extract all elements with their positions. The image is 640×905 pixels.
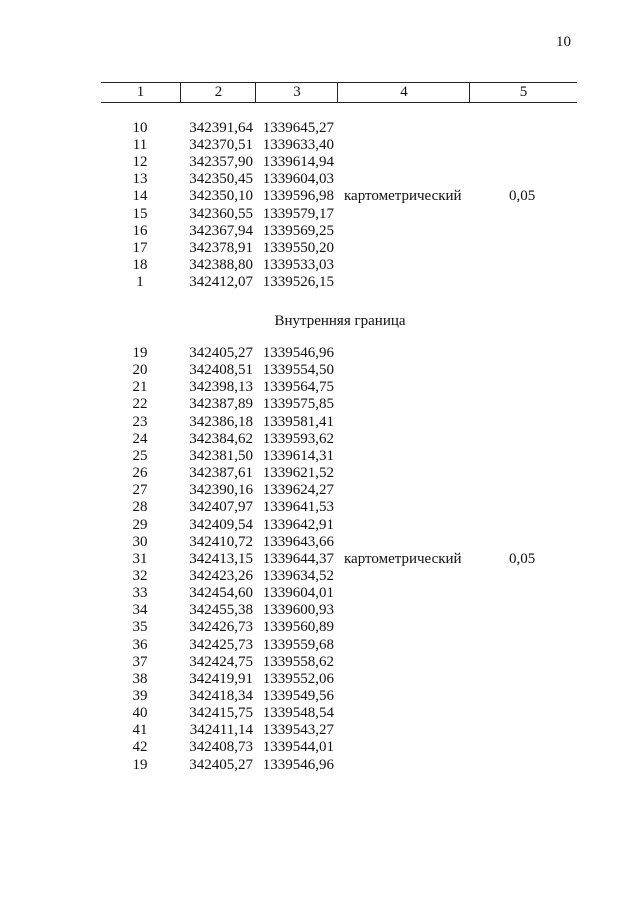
coord-x: 342408,51 — [189, 362, 253, 379]
coord-x: 342410,72 — [189, 533, 253, 550]
point-number: 41 — [132, 722, 148, 739]
point-number: 27 — [132, 482, 148, 499]
coord-y: 1339558,62 — [262, 653, 334, 670]
point-number: 30 — [132, 533, 148, 550]
header-col-4: 4 — [337, 83, 470, 102]
coord-y: 1339554,50 — [262, 362, 334, 379]
point-number: 37 — [132, 653, 148, 670]
coord-y: 1339614,31 — [262, 447, 334, 464]
point-number: 17 — [132, 239, 148, 256]
point-number: 21 — [132, 379, 148, 396]
coord-x: 342415,75 — [189, 705, 253, 722]
coord-y: 1339533,03 — [262, 256, 334, 273]
header-col-2: 2 — [180, 83, 256, 102]
coord-x: 342411,14 — [189, 722, 253, 739]
coord-y: 1339643,66 — [262, 533, 334, 550]
coord-y: 1339641,53 — [262, 499, 334, 516]
coord-y: 1339550,20 — [262, 239, 334, 256]
coord-y: 1339560,89 — [262, 619, 334, 636]
coord-x: 342405,27 — [189, 345, 253, 361]
coord-x: 342425,73 — [189, 636, 253, 653]
coord-x: 342409,54 — [189, 516, 253, 533]
point-number: 11 — [132, 137, 148, 154]
point-number: 22 — [132, 396, 148, 413]
coord-x: 342387,89 — [189, 396, 253, 413]
coord-y: 1339544,01 — [262, 739, 334, 756]
point-number: 15 — [132, 205, 148, 222]
coord-x: 342412,07 — [189, 273, 253, 290]
coord-x: 342418,34 — [189, 688, 253, 704]
coord-y: 1339624,27 — [262, 482, 334, 499]
coord-y: 1339564,75 — [262, 379, 334, 396]
coord-x: 342407,97 — [189, 499, 253, 516]
coord-x: 342350,45 — [189, 171, 253, 188]
coord-x: 342405,27 — [189, 756, 253, 773]
coord-y: 1339645,27 — [262, 120, 334, 136]
coord-x: 342455,38 — [189, 602, 253, 619]
point-number: 19 — [132, 345, 148, 361]
coord-x: 342426,73 — [189, 619, 253, 636]
coord-x: 342357,90 — [189, 154, 253, 171]
coord-x: 342408,73 — [189, 739, 253, 756]
coord-y: 1339549,56 — [262, 688, 334, 704]
header-col-1: 1 — [136, 84, 145, 100]
coord-x: 342454,60 — [189, 585, 253, 602]
point-number: 24 — [132, 430, 148, 447]
accuracy-value: 0,05 — [509, 188, 536, 205]
coord-y: 1339604,03 — [262, 171, 334, 188]
coord-x: 342370,51 — [189, 137, 253, 154]
coord-y: 1339546,96 — [262, 345, 334, 361]
coord-y: 1339633,40 — [262, 137, 334, 154]
point-number: 1 — [136, 273, 144, 290]
coord-y: 1339526,15 — [262, 273, 334, 290]
method-label: картометрический — [344, 188, 462, 205]
coord-x: 342398,13 — [189, 379, 253, 396]
point-number: 38 — [132, 670, 148, 687]
point-number: 16 — [132, 222, 148, 239]
coord-x: 342367,94 — [189, 222, 253, 239]
coord-x: 342381,50 — [189, 447, 253, 464]
coord-y: 1339634,52 — [262, 567, 334, 584]
accuracy-value: 0,05 — [509, 550, 536, 567]
point-number: 42 — [132, 739, 148, 756]
point-number: 32 — [132, 567, 148, 584]
point-number: 31 — [132, 550, 148, 567]
point-number: 14 — [132, 188, 148, 205]
point-number: 36 — [132, 636, 148, 653]
coord-x: 342390,16 — [189, 482, 253, 499]
page-number: 10 — [556, 34, 571, 50]
coord-y: 1339546,96 — [262, 756, 334, 773]
coord-y: 1339621,52 — [262, 465, 334, 482]
point-number: 19 — [132, 756, 148, 773]
coord-x: 342413,15 — [189, 550, 253, 567]
point-number: 29 — [132, 516, 148, 533]
coord-x: 342378,91 — [189, 239, 253, 256]
point-number: 40 — [132, 705, 148, 722]
point-number: 10 — [132, 120, 148, 136]
coord-y: 1339569,25 — [262, 222, 334, 239]
coord-y: 1339642,91 — [262, 516, 334, 533]
coord-x: 342419,91 — [189, 670, 253, 687]
header-col-5: 5 — [469, 83, 577, 102]
coord-x: 342386,18 — [189, 413, 253, 430]
point-number: 33 — [132, 585, 148, 602]
coord-x: 342423,26 — [189, 567, 253, 584]
point-number: 23 — [132, 413, 148, 430]
point-number: 18 — [132, 256, 148, 273]
coord-y: 1339596,98 — [262, 188, 334, 205]
coord-y: 1339604,01 — [262, 585, 334, 602]
header-col-3: 3 — [255, 83, 338, 102]
point-number: 35 — [132, 619, 148, 636]
coord-y: 1339644,37 — [262, 550, 334, 567]
coord-y: 1339575,85 — [262, 396, 334, 413]
coord-y: 1339543,27 — [262, 722, 334, 739]
coord-y: 1339579,17 — [262, 205, 334, 222]
coord-y: 1339548,54 — [262, 705, 334, 722]
point-number: 34 — [132, 602, 148, 619]
coord-x: 342384,62 — [189, 430, 253, 447]
coord-x: 342387,61 — [189, 465, 253, 482]
coord-x: 342388,80 — [189, 256, 253, 273]
point-number: 13 — [132, 171, 148, 188]
point-number: 26 — [132, 465, 148, 482]
section-title: Внутренняя граница — [274, 313, 406, 329]
point-number: 39 — [132, 688, 148, 704]
coord-x: 342360,55 — [189, 205, 253, 222]
coord-y: 1339559,68 — [262, 636, 334, 653]
point-number: 12 — [132, 154, 148, 171]
coord-y: 1339552,06 — [262, 670, 334, 687]
table-header — [101, 82, 577, 103]
point-number: 28 — [132, 499, 148, 516]
coord-y: 1339600,93 — [262, 602, 334, 619]
coord-y: 1339614,94 — [262, 154, 334, 171]
coord-x: 342391,64 — [189, 120, 253, 136]
point-number: 20 — [132, 362, 148, 379]
coord-y: 1339593,62 — [262, 430, 334, 447]
coord-x: 342350,10 — [189, 188, 253, 205]
method-label: картометрический — [344, 550, 462, 567]
coord-x: 342424,75 — [189, 653, 253, 670]
point-number: 25 — [132, 447, 148, 464]
coord-y: 1339581,41 — [262, 413, 334, 430]
